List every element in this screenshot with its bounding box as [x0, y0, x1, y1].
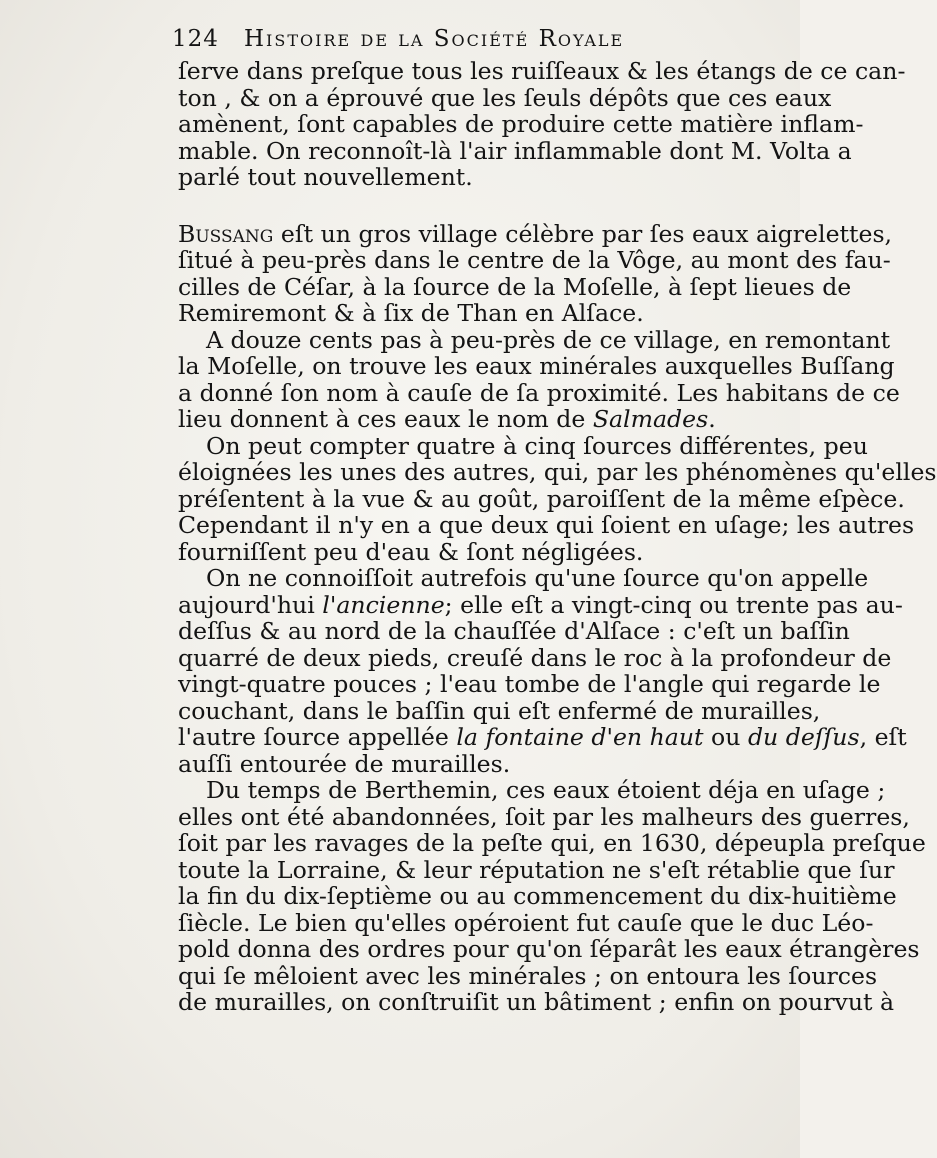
text-line: de murailles, on conſtruiſit un bâtiment ; enfin on pourvut à: [178, 988, 895, 1016]
text-line: On peut compter quatre à cinq ſources différentes, peu: [206, 431, 868, 460]
paragraph-4: [178, 431, 937, 566]
running-title: Histoire de la Société Royale: [244, 26, 625, 52]
text-line: la Moſelle, on trouve les eaux minérales auxquelles Buſſang: [178, 352, 895, 380]
body-text: [178, 57, 937, 1016]
text-line: préſentent à la vue & au goût, paroiſſent de la même eſpèce.: [178, 484, 905, 513]
text-line: Bussang eſt un gros village célèbre par ſes eaux aigrelettes,: [178, 219, 893, 248]
italic-term: l'ancienne: [322, 590, 445, 619]
paragraph-3: [178, 325, 900, 433]
text-line: amènent, ſont capables de produire cette matière inflam-: [178, 110, 864, 138]
text-line: couchant, dans le baſſin qui eſt enfermé de murailles,: [178, 696, 821, 725]
text-line: fourniſſent peu d'eau & ſont négligées.: [178, 537, 644, 566]
text-line: a donné ſon nom à cauſe de ſa proximité. Les habitans de ce: [178, 378, 900, 407]
text-line: On ne connoiſſoit autrefois qu'une ſource qu'on appelle: [206, 564, 869, 592]
text-line: elles ont été abandonnées, ſoit par les malheurs des guerres,: [178, 802, 910, 831]
text-line: ton , & on a éprouvé que les ſeuls dépôts que ces eaux: [178, 83, 832, 112]
text-line: l'autre ſource appellée la fontaine d'en haut ou du deſſus, eſt: [178, 723, 907, 751]
text-line: ſitué à peu-près dans le centre de la Vôge, au mont des fau-: [178, 246, 891, 274]
text-line: toute la Lorraine, & leur réputation ne s'eſt rétablie que ſur: [178, 855, 895, 884]
text-line: vingt-quatre pouces ; l'eau tombe de l'angle qui regarde le: [178, 670, 881, 698]
text-line: auſſi entourée de murailles.: [178, 749, 511, 778]
text-line: Cependant il n'y en a que deux qui ſoient en uſage; les autres: [178, 511, 915, 539]
paragraph-6: [178, 776, 926, 1016]
text-line: qui ſe mêloient avec les minérales ; on entoura les ſources: [178, 961, 878, 990]
text-line: Remiremont & à ſix de Than en Alſace.: [178, 299, 644, 327]
page-header: [172, 26, 752, 60]
text-line: Du temps de Berthemin, ces eaux étoient déja en uſage ;: [206, 776, 886, 804]
paragraph-2: [178, 219, 893, 327]
text-line: aujourd'hui l'ancienne; elle eſt a vingt-cinq ou trente pas au-: [178, 590, 903, 619]
italic-term: du deſſus: [747, 723, 860, 751]
text-line: cilles de Céſar, à la ſource de la Moſelle, à ſept lieues de: [178, 272, 852, 301]
text-line: ſiècle. Le bien qu'elles opéroient fut cauſe que le duc Léo-: [178, 908, 874, 937]
text-line: ſoit par les ravages de la peſte qui, en 1630, dépeupla preſque: [178, 829, 926, 857]
paragraph-5: [178, 564, 907, 778]
text-line: ſerve dans preſque tous les ruiſſeaux & les étangs de ce can-: [178, 57, 906, 85]
text-line: lieu donnent à ces eaux le nom de Salmades.: [178, 405, 716, 433]
lead-word: Bussang: [178, 219, 274, 248]
text-line: parlé tout nouvellement.: [178, 163, 473, 191]
text-line: quarré de deux pieds, creuſé dans le roc à la profondeur de: [178, 643, 892, 672]
italic-term: la fontaine d'en haut: [456, 723, 704, 751]
text-line: éloignées les unes des autres, qui, par les phénomènes qu'elles: [178, 458, 937, 486]
text-line: pold donna des ordres pour qu'on ſéparât les eaux étrangères: [178, 935, 920, 963]
page-number: 124: [172, 26, 219, 52]
italic-term: Salmades: [592, 405, 709, 433]
text-line: A douze cents pas à peu-près de ce village, en remontant: [206, 325, 891, 354]
text-line: mable. On reconnoît-là l'air inflammable dont M. Volta a: [178, 136, 852, 165]
text-line: la fin du dix-ſeptième ou au commencement du dix-huitième: [178, 882, 897, 910]
text-line: deſſus & au nord de la chauſſée d'Alſace : c'eſt un baſſin: [178, 617, 850, 645]
paragraph-1: [178, 57, 906, 191]
